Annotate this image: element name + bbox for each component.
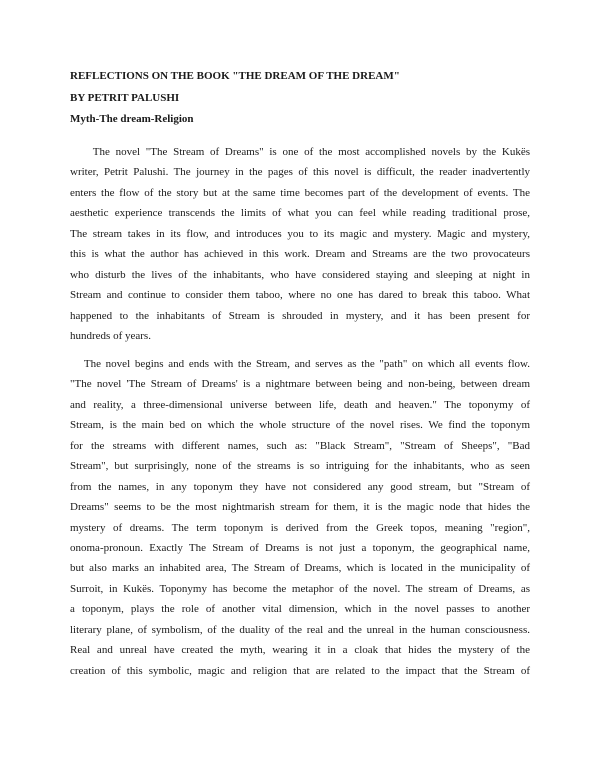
paragraph-line: this is what the author has achieved in this work. Dream and Streams are the two provocateurs (70, 248, 530, 261)
paragraph-line: enters the flow of the story but at the same time becomes part of the development of events. The (70, 186, 530, 199)
paragraph-line: Stream", but surprisingly, none of the streams is so intriguing for the inhabitants, who as seen (70, 460, 530, 473)
paragraph-line: The novel "The Stream of Dreams" is one of the most accomplished novels by the Kukës (70, 146, 530, 158)
paragraph-line: but also marks an inhabited area, The Stream of Dreams, which is located in the municipality of (70, 562, 530, 575)
paragraph-1 (70, 142, 530, 346)
paragraph-line: creation of this symbolic, magic and religion that are related to the impact that the Stream of (70, 664, 530, 677)
paragraph-line: Stream and continue to consider them taboo, where no one has dared to break this taboo. What (70, 289, 530, 302)
paragraph-line: happened to the inhabitants of Stream is shrouded in mystery, and it has been present for (70, 309, 530, 322)
paragraph-line: Surroit, in Kukës. Toponymy has become the metaphor of the novel. The stream of Dreams, as (70, 582, 530, 595)
paragraph-line: for the streams with different names, such as: "Black Stream", "Stream of Sheeps", "Bad (70, 439, 530, 452)
paragraph-line: The novel begins and ends with the Stream, and serves as the "path" on which all events flow. (70, 358, 530, 370)
paragraph-line: and reality, a three-dimensional universe between life, death and heaven." The toponymy of (70, 398, 530, 411)
paragraph-line: writer, Petrit Palushi. The journey in the pages of this novel is difficult, the reader inadvertently (70, 166, 530, 179)
paragraph-line: The stream takes in its flow, and introduces you to its magic and mystery. Magic and mystery, (70, 227, 530, 240)
author-line: BY PETRIT PALUSHI (70, 92, 180, 104)
paragraph-2 (70, 354, 530, 681)
paragraph-line: who disturb the lives of the inhabitants, who have considered staying and sleeping at night in (70, 268, 530, 281)
paragraph-line: aesthetic experience transcends the limits of what you can feel while reading traditional prose, (70, 207, 530, 220)
paragraph-line: "The novel 'The Stream of Dreams' is a nightmare between being and non-being, between dream (70, 378, 530, 391)
subtitle: Myth-The dream-Religion (70, 113, 194, 125)
paragraph-line: Dreams" seems to be the most nightmarish stream for them, it is the magic node that hides the (70, 501, 530, 514)
document-title: REFLECTIONS ON THE BOOK "THE DREAM OF THE DREAM" (70, 70, 400, 82)
paragraph-line: literary plane, of symbolism, of the duality of the real and the unreal in the human consciousness. (70, 623, 530, 636)
paragraph-line: onoma-pronoun. Exactly The Stream of Dreams is not just a toponym, the geographical name, (70, 541, 530, 554)
paragraph-line: Stream, is the main bed on which the whole structure of the novel rises. We find the toponym (70, 419, 530, 432)
paragraph-line: hundreds of years. (70, 329, 151, 342)
paragraph-line: mystery of dreams. The term toponym is derived from the Greek topos, meaning "region", (70, 521, 530, 534)
paragraph-line: a toponym, plays the role of another vital dimension, which in the novel passes to another (70, 603, 530, 616)
paragraph-line: Real and unreal have created the myth, wearing it in a cloak that hides the mystery of the (70, 644, 530, 657)
paragraph-line: from the names, in any toponym they have not considered any good stream, but "Stream of (70, 480, 530, 493)
